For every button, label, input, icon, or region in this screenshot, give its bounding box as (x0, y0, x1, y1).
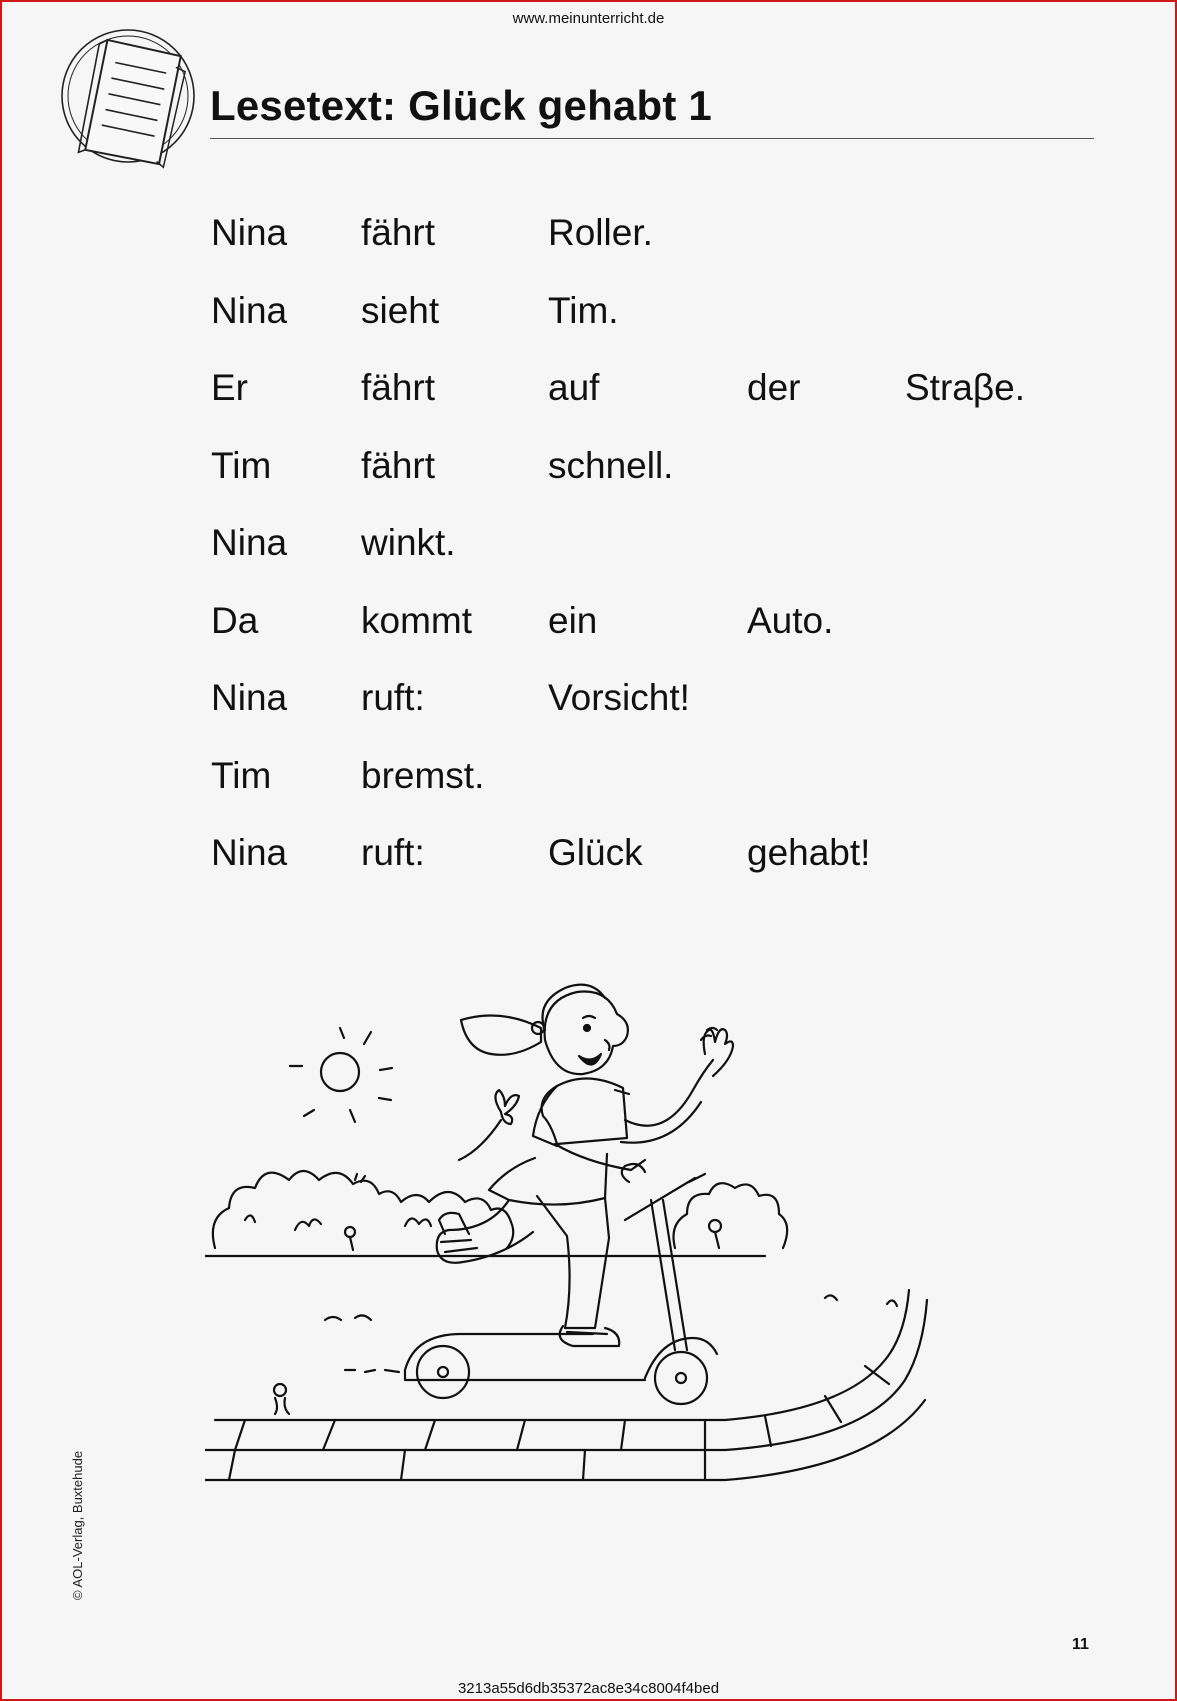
word: ruft: (361, 832, 425, 873)
word: Glück (548, 832, 643, 873)
word: fährt (361, 367, 436, 408)
word: Auto. (747, 599, 834, 641)
word: der (747, 367, 801, 408)
word: gehabt! (747, 832, 871, 873)
word: Nina (211, 522, 288, 563)
paper-sheet-icon (48, 28, 208, 178)
page-title: Lesetext: Glück gehabt 1 (210, 82, 712, 129)
page-number: 11 (1072, 1636, 1089, 1653)
word: auf (548, 367, 600, 408)
word: bremst. (361, 754, 485, 796)
source-url: www.meinunterricht.de (512, 10, 665, 27)
word: Nina (211, 289, 288, 331)
word: Vorsicht! (548, 677, 690, 718)
word: Da (211, 599, 259, 641)
girl-figure (437, 985, 733, 1346)
word: ein (548, 599, 598, 641)
document-hash: 3213a55d6db35372ac8e34c8004f4bed (457, 1680, 720, 1697)
word: Tim. (548, 289, 619, 331)
word: kommt (361, 599, 472, 641)
butterfly-icon (459, 1090, 519, 1160)
word: Nina (211, 212, 288, 253)
word: Tim (211, 754, 272, 796)
word: sieht (361, 289, 440, 331)
word: Straβe. (905, 367, 1025, 408)
word: fährt (361, 212, 436, 253)
scooter-icon (405, 1174, 717, 1404)
word: Nina (211, 677, 288, 718)
word: Er (211, 367, 248, 408)
word: schnell. (548, 444, 674, 486)
flower-icon (274, 1220, 721, 1414)
word: winkt. (361, 522, 456, 563)
word: fährt (361, 444, 436, 486)
word: Tim (211, 444, 272, 486)
sun-icon (290, 1028, 392, 1122)
word: Nina (211, 832, 288, 873)
word: Roller. (548, 212, 653, 253)
copyright-note: © AOL-Verlag, Buxtehude (70, 1450, 85, 1600)
title-underline (210, 138, 1094, 139)
girl-on-scooter-illustration (205, 970, 965, 1490)
word: ruft: (361, 677, 425, 718)
